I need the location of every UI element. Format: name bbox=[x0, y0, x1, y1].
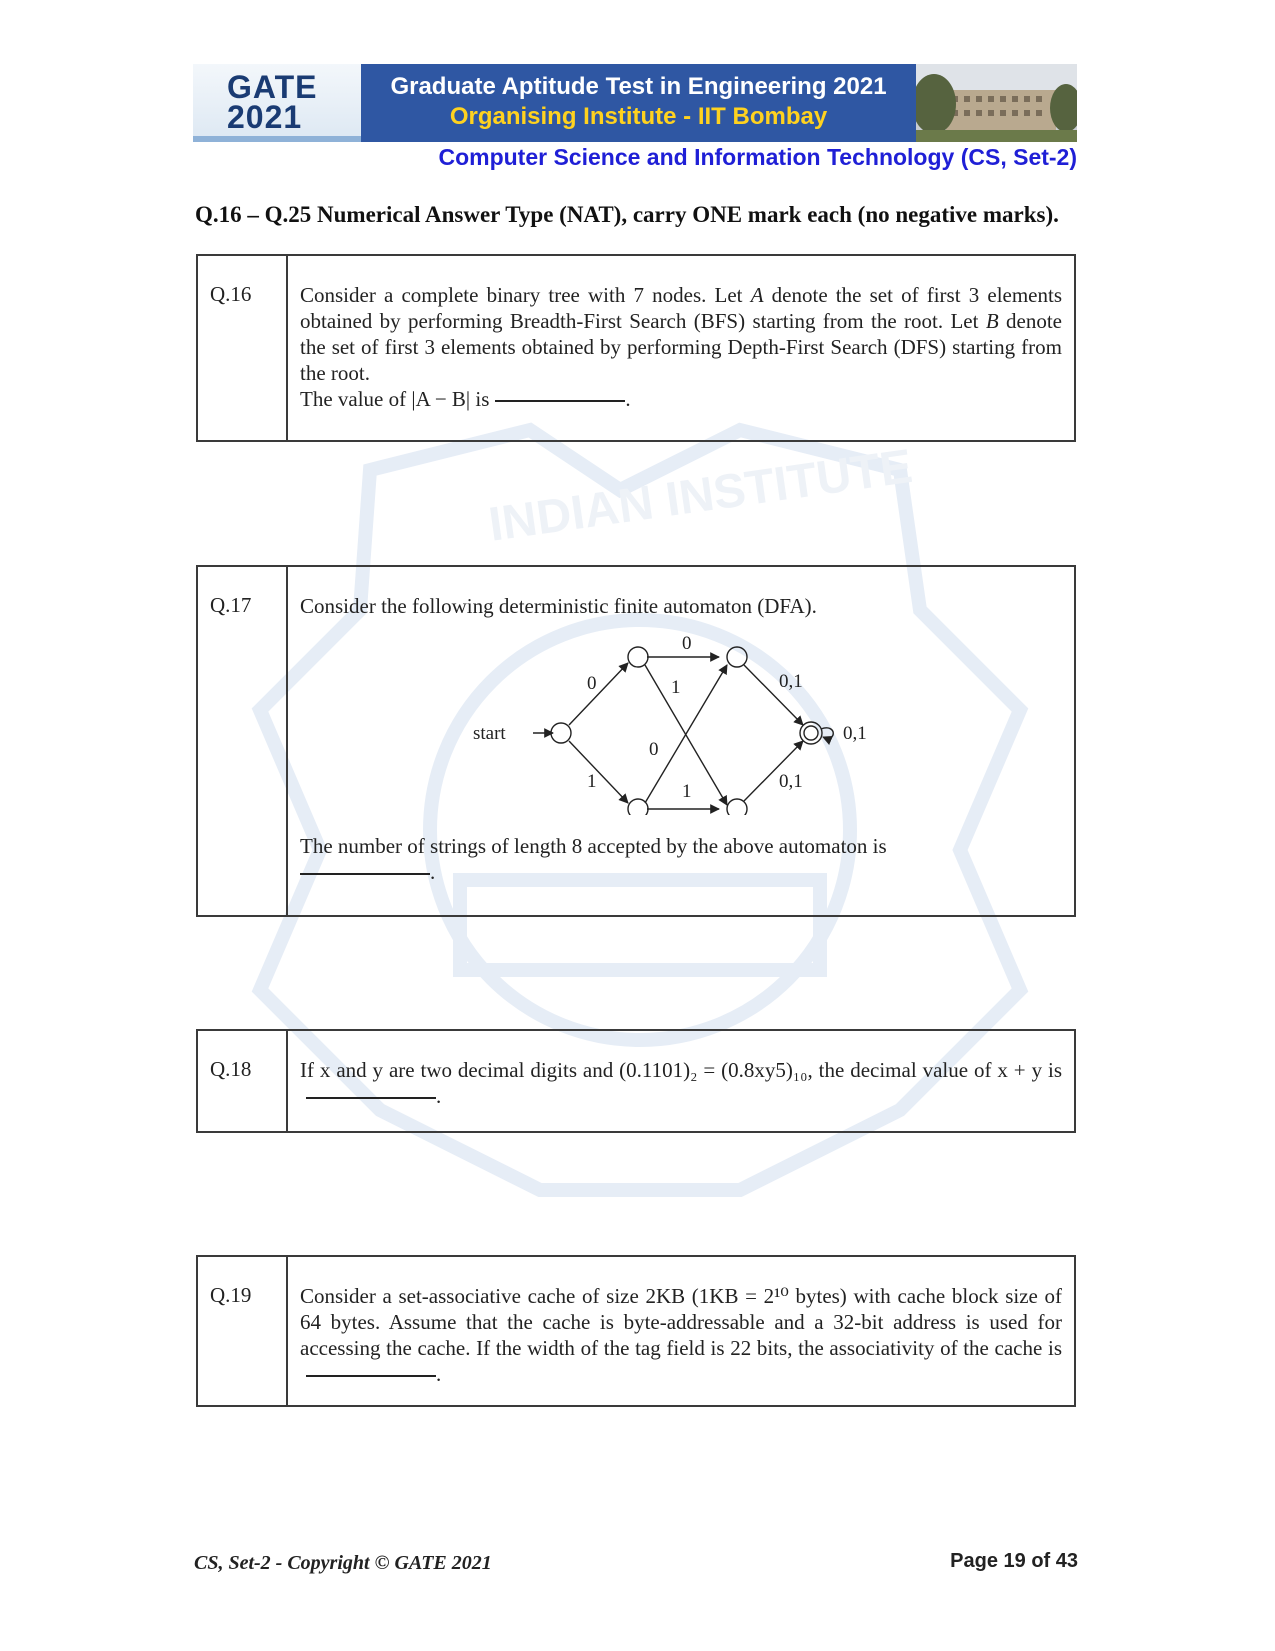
edge-q0-q2 bbox=[569, 741, 628, 803]
edge-label: 0,1 bbox=[843, 723, 867, 744]
question-body: Consider a set-associative cache of size 2KB (1KB = 2¹⁰ bytes) with cache block size of 64 bytes. Assume that the cache is byte-addressable and a 32-bit address is used for accessing the cache. If the width of the tag field is 22 bits, the associativity of the cache is. bbox=[300, 1284, 1062, 1386]
question-q18 bbox=[196, 1029, 1076, 1133]
watermark-text: INDIAN INSTITUTE bbox=[485, 439, 916, 552]
dfa-diagram bbox=[471, 625, 891, 815]
state-q0 bbox=[551, 723, 571, 743]
q17-intro: Consider the following deterministic finite automaton (DFA). bbox=[300, 594, 817, 618]
q16-text-b: denote the set of first 3 elements obtained by performing Breadth-First Search (BFS) starting from the root. Let bbox=[300, 283, 1063, 333]
q16-text-c: denote the set of first 3 elements obtained by performing Depth-First Search (DFS) starting from the root. bbox=[300, 309, 1062, 385]
edge-label: 0,1 bbox=[779, 671, 803, 692]
question-q16 bbox=[196, 254, 1076, 442]
organiser-title: Organising Institute - IIT Bombay bbox=[449, 103, 828, 130]
page-number: Page 19 of 43 bbox=[950, 1550, 1078, 1572]
question-number: Q.19 bbox=[198, 1257, 288, 1405]
question-body: If x and y are two decimal digits and (0.1101)₂ = (0.8xy5)₁₀, the decimal value of x + y is. bbox=[300, 1058, 1062, 1108]
question-number: Q.17 bbox=[198, 567, 288, 915]
q16-text-a: Consider a complete binary tree with 7 nodes. Let bbox=[300, 283, 751, 307]
question-q19 bbox=[196, 1255, 1076, 1407]
question-number: Q.16 bbox=[198, 256, 288, 440]
state-q1 bbox=[628, 647, 648, 667]
edge-label: 1 bbox=[587, 771, 597, 792]
subject-title: Computer Science and Information Technology (CS, Set-2) bbox=[438, 144, 1077, 170]
q17-prompt: The number of strings of length 8 accepted by the above automaton is bbox=[300, 834, 887, 858]
state-q2 bbox=[628, 799, 648, 815]
banner-titles bbox=[361, 64, 916, 142]
edge-label: 0 bbox=[682, 633, 692, 654]
q16-prompt: The value of |A − B| is bbox=[300, 387, 490, 411]
answer-blank bbox=[495, 400, 625, 402]
campus-photo bbox=[916, 64, 1077, 142]
start-label: start bbox=[473, 723, 506, 744]
self-loop-q5 bbox=[821, 728, 833, 738]
state-q5-inner bbox=[804, 726, 818, 740]
edge-label: 0 bbox=[587, 673, 597, 694]
logo-line-1: GATE bbox=[227, 69, 318, 105]
question-number: Q.18 bbox=[198, 1031, 288, 1131]
edge-q0-q1 bbox=[569, 663, 628, 725]
section-heading: Q.16 – Q.25 Numerical Answer Type (NAT), carry ONE mark each (no negative marks). bbox=[195, 202, 1059, 227]
exam-title: Graduate Aptitude Test in Engineering 2021 bbox=[390, 73, 887, 100]
answer-blank bbox=[300, 873, 430, 875]
state-q3 bbox=[727, 647, 747, 667]
footer-copyright: CS, Set-2 - Copyright © GATE 2021 bbox=[194, 1552, 492, 1574]
state-q4 bbox=[727, 799, 747, 815]
q19-text: Consider a set-associative cache of size 2KB (1KB = 2¹⁰ bytes) with cache block size of 64 bytes. Assume that the cache is byte-addressable and a 32-bit address is used for accessing the cache. If the width of the tag field is 22 bits, the associativity of the cache is bbox=[300, 1284, 1062, 1360]
state-q5-accepting bbox=[800, 722, 822, 744]
header-banner bbox=[193, 64, 1077, 142]
logo-strip bbox=[193, 136, 361, 142]
edge-label: 0 bbox=[649, 739, 659, 760]
question-body: Consider a complete binary tree with 7 nodes. Let A denote the set of first 3 elements obtained by performing Breadth-First Search (BFS) starting from the root. Let B denote the set of first 3 elements obtained by performing Depth-First Search (DFS) starting from the root. The value of |A − B| is . bbox=[300, 283, 1063, 411]
q18-text: If x and y are two decimal digits and (0.1101)₂ = (0.8xy5)₁₀, the decimal value of x + y is bbox=[300, 1058, 1062, 1082]
edge-label: 0,1 bbox=[779, 771, 803, 792]
edge-label: 1 bbox=[682, 781, 692, 802]
answer-blank bbox=[306, 1097, 436, 1099]
question-body: Consider the following deterministic finite automaton (DFA). start 0 1 0 1 0 1 0,1 0,1 0,1 The number of strings of length 8 accepted by the above automaton is . bbox=[288, 567, 1074, 915]
answer-blank bbox=[306, 1375, 436, 1377]
edge-label: 1 bbox=[671, 677, 681, 698]
question-q17 bbox=[196, 565, 1076, 917]
q16-var-a: A bbox=[750, 283, 764, 307]
q16-var-b: B bbox=[985, 309, 999, 333]
logo-line-2: 2021 bbox=[227, 99, 303, 135]
gate-logo bbox=[193, 64, 361, 142]
